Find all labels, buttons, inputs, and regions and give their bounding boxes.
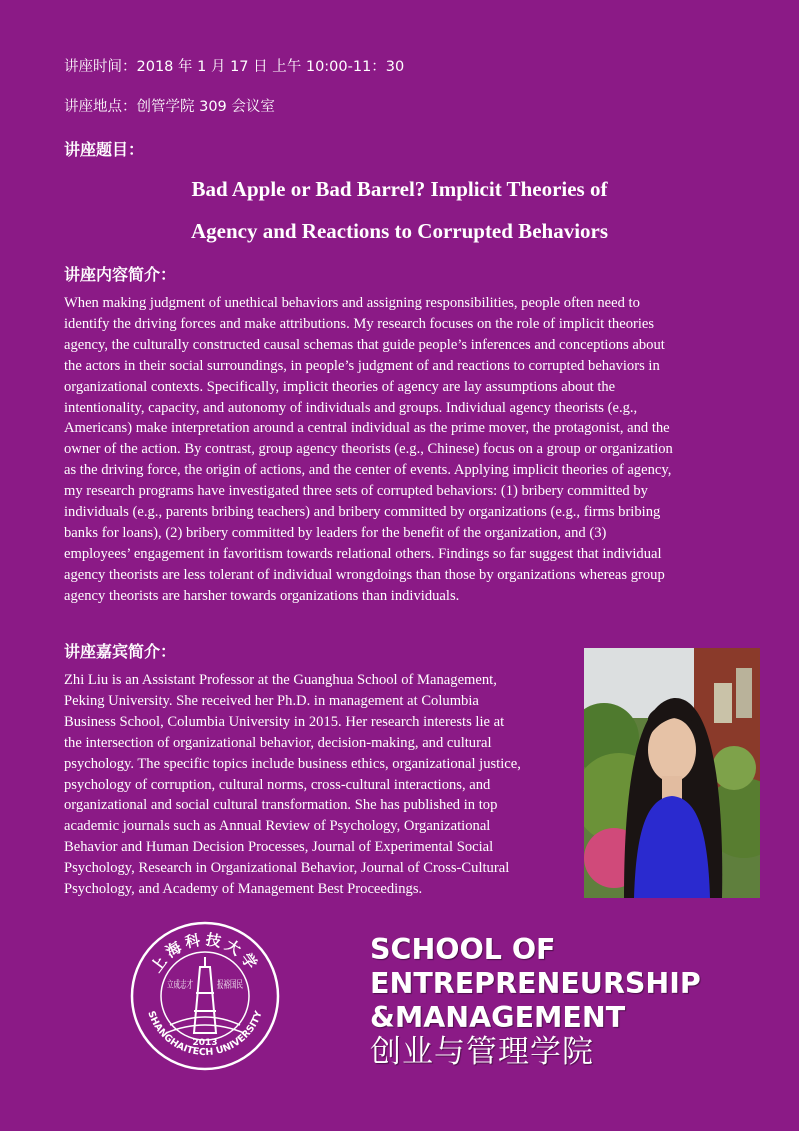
speaker-label: 讲座嘉宾简介： [64,642,177,661]
lecture-topic-label: 讲座题目： [64,140,145,159]
speaker-bio: Zhi Liu is an Assistant Professor at the Guanghua School of Management, Peking University. She received her Ph.D. in management at Columbia Business School, Columbia University in 2015. Her research interests lie at the intersection of organizational behavior, decision-making, and cultural psychology. The specific topics include business ethics, organizational justice, psychology of corruption, cultural norms, cross-cultural interactions, and organizational and social cultural transformation. She has published in top academic journals such as Annual Review of Psychology, Organizational Behavior and Human Decision Processes, Journal of Experimental Social Psychology, Research in Organizational Behavior, Journal of Cross-Cultural Psychology, and Academy of Management Best Proceedings. [64,672,521,898]
abstract-text: When making judgment of unethical behaviors and assigning responsibilities, people often need to identify the driving forces and make attributions. My research focuses on the role of implicit theories agency, the culturally constructed causal schemas that guide people’s inferences and conceptions about the actors in their social surroundings, in people’s judgment of and reactions to corrupted behaviors in organizational contexts. Specifically, implicit theories of agency are lay assumptions about the intentionality, capacity, and autonomy of individuals and groups. Individual agency theorists (e.g., Americans) make interpretation around a central individual as the prime mover, the protagonist, and the owner of the action. By contrast, group agency theorists (e.g., Chinese) focus on a group or organization as the driving force, the origin of actions, and the center of events. Applying implicit theories of agency, my research programs have investigated three sets of corrupted behaviors: (1) bribery committed by individuals (e.g., parents bribing teachers) and bribery committed by organizations (e.g., firms bribing banks for loans), (2) bribery committed by leaders for the benefit of the organization, and (3) employees’ engagement in favoritism towards relational others. Findings so far suggest that individual agency theorists are less tolerant of individual wrongdoings than those by organizations whereas group agency theorists are harsher towards organizations than individuals. [64,295,673,604]
lecture-title-line2: Agency and Reactions to Corrupted Behaviors [190,219,609,243]
seal-motto-left: 立成志才 [167,980,207,991]
abstract-label: 讲座内容简介： [64,265,177,284]
school-name-line3: &MANAGEMENT [370,1001,626,1034]
school-name-chinese: 创业与管理学院 [370,1034,594,1070]
seal-year: 2013 [192,1038,218,1048]
seal-bottom-text: SHANGHAITECH UNIVERSITY [145,1009,265,1059]
seal-top-text: 上海科技大学 [147,930,263,976]
school-name-line1: SCHOOL OF [370,933,556,966]
university-seal [130,921,280,1071]
school-name [370,933,701,1069]
seal-motto-right: 报裕国民 [217,980,257,991]
svg-text:上海科技大学 [147,930,263,976]
school-name-line2: ENTREPRENEURSHIP [370,967,701,1000]
lecture-title-line1: Bad Apple or Bad Barrel? Implicit Theories of [191,177,608,201]
lecture-time: 讲座时间：2018 年 1 月 17 日 上午 10:00-11：30 [64,59,405,75]
lecture-place: 讲座地点：创管学院 309 会议室 [64,99,275,115]
speaker-photo [584,648,760,898]
